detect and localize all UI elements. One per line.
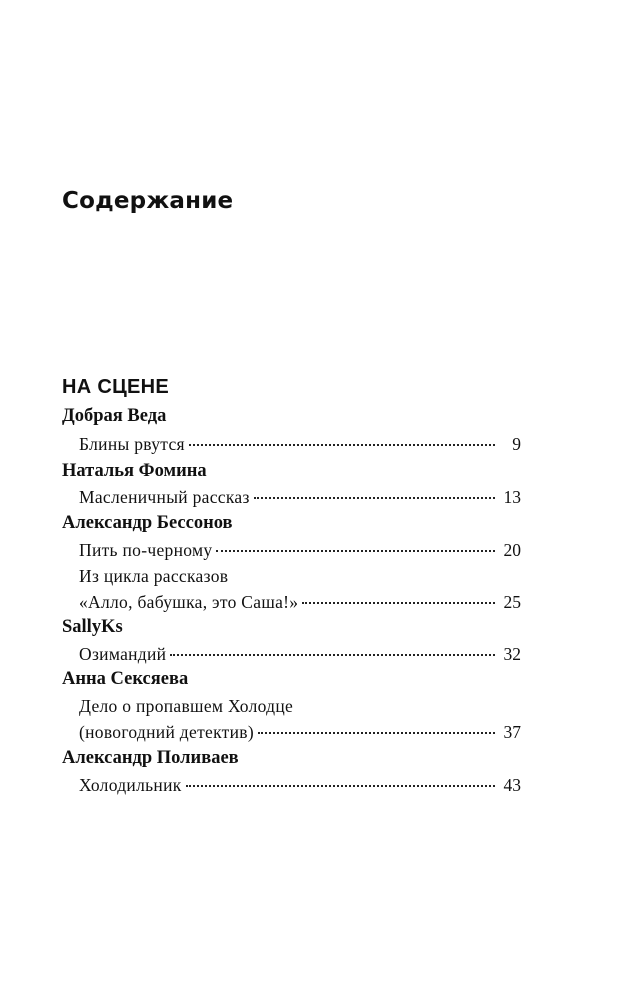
toc-author: Наталья Фомина <box>62 461 207 481</box>
toc-entry-title: «Алло, бабушка, это Саша!» <box>79 592 299 612</box>
toc-author: Анна Сексяева <box>62 669 189 689</box>
toc-entry-title: (новогодний детектив) <box>79 722 254 742</box>
page-title: Содержание <box>62 188 234 214</box>
dot-leader <box>254 497 495 499</box>
toc-entry-page: 13 <box>503 487 521 507</box>
toc-entry-title: Блины рвутся <box>79 434 185 454</box>
toc-author: Добрая Веда <box>62 406 167 426</box>
dot-leader <box>170 654 495 656</box>
toc-entry[interactable] <box>79 774 521 796</box>
toc-entry-title-line: Из цикла рассказов <box>79 566 229 586</box>
toc-entry-page: 43 <box>503 775 521 795</box>
toc-entry-title-line: Дело о пропавшем Холодце <box>79 696 294 716</box>
toc-entry-page: 25 <box>503 592 521 612</box>
toc-entry-page: 37 <box>503 722 521 742</box>
toc-author: Александр Бессонов <box>62 513 233 533</box>
dot-leader <box>258 732 495 734</box>
section-heading: НА СЦЕНЕ <box>62 376 170 398</box>
toc-author: SallyKs <box>62 617 123 637</box>
toc-entry-page: 20 <box>503 540 521 560</box>
dot-leader <box>216 550 495 552</box>
toc-entry[interactable] <box>79 643 521 665</box>
dot-leader <box>186 785 495 787</box>
dot-leader <box>302 602 495 604</box>
dot-leader <box>189 444 495 446</box>
toc-entry[interactable] <box>79 486 521 508</box>
toc-entry[interactable] <box>79 433 521 455</box>
toc-entry[interactable] <box>79 539 521 561</box>
toc-author: Александр Поливаев <box>62 748 239 768</box>
toc-entry-title: Масленичный рассказ <box>79 487 250 507</box>
toc-entry-title: Озимандий <box>79 644 167 664</box>
toc-entry[interactable] <box>79 591 521 613</box>
toc-entry-title: Пить по-черному <box>79 540 213 560</box>
toc-entry-page: 9 <box>512 434 521 454</box>
toc-entry-page: 32 <box>503 644 521 664</box>
toc-entry[interactable] <box>79 721 521 743</box>
toc-entry-title: Холодильник <box>79 775 182 795</box>
